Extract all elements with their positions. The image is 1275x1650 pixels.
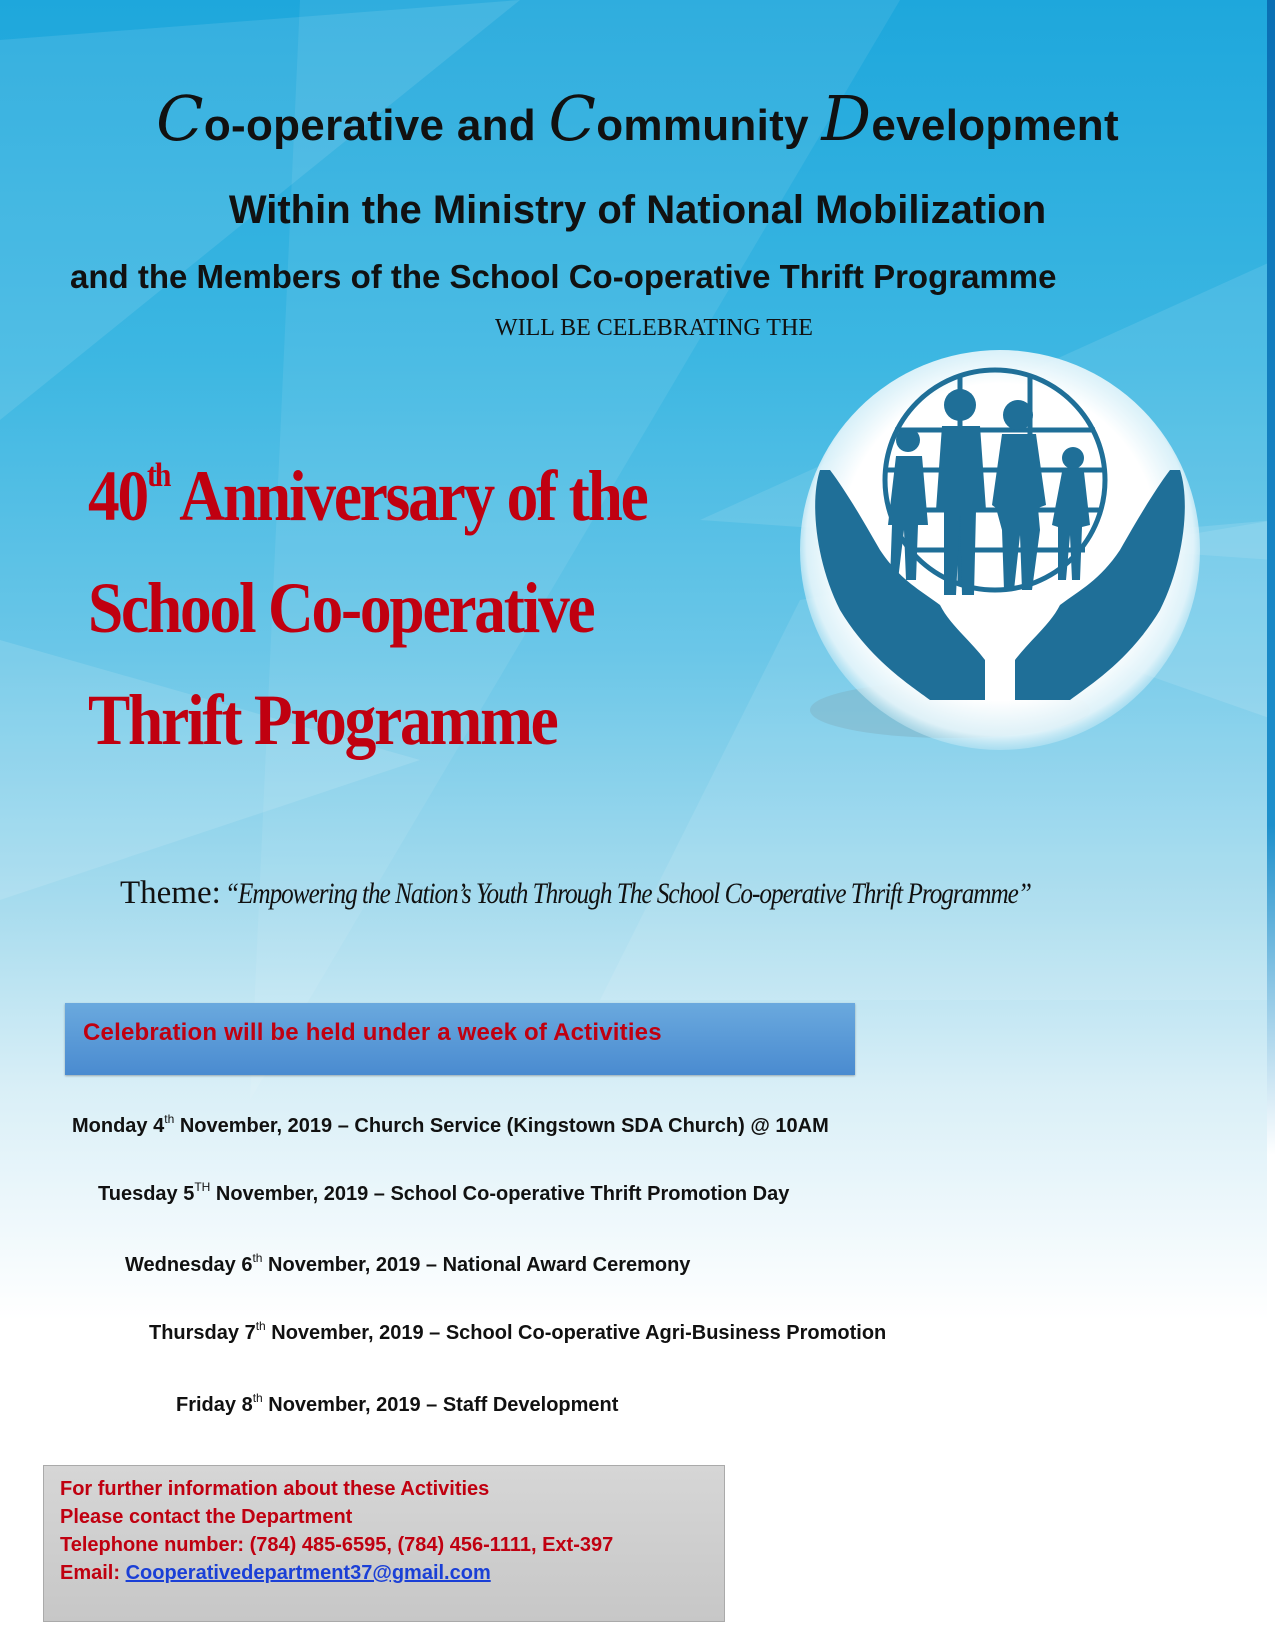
title-cap-2: C xyxy=(548,82,597,155)
activity-detail: November, 2019 – School Co-operative Thrift Promotion Day xyxy=(210,1183,790,1205)
activity-detail: November, 2019 – Church Service (Kingstown SDA Church) @ 10AM xyxy=(174,1115,829,1137)
title-part-2: ommunity xyxy=(596,101,822,150)
anniversary-line1-rest: Anniversary of the xyxy=(169,456,647,536)
activity-ordinal: th xyxy=(164,1112,175,1126)
title-part-1: o-operative and xyxy=(203,101,549,150)
activity-item-wednesday xyxy=(125,1251,691,1277)
activity-day: Wednesday 6 xyxy=(125,1254,253,1276)
anniversary-line1 xyxy=(88,440,704,552)
activity-detail: November, 2019 – School Co-operative Agri-Business Promotion xyxy=(265,1322,887,1344)
anniversary-heading xyxy=(88,440,704,776)
celebrating-caption: WILL BE CELEBRATING THE xyxy=(495,315,813,341)
activity-ordinal: TH xyxy=(194,1180,211,1194)
activity-item-thursday xyxy=(149,1319,887,1345)
activity-item-monday xyxy=(72,1112,829,1138)
contact-line-info: For further information about these Activities xyxy=(60,1478,490,1500)
header-title-line3: and the Members of the School Co-operative Thrift Programme xyxy=(70,258,1057,295)
header-title-line1 xyxy=(0,82,1275,155)
anniversary-ordinal: th xyxy=(146,457,170,494)
email-label: Email: xyxy=(60,1562,126,1584)
contact-line-email xyxy=(60,1562,491,1585)
theme-text: “Empowering the Nation’s Youth Through The School Co-operative Thrift Programme” xyxy=(225,877,1032,910)
activity-detail: November, 2019 – National Award Ceremony xyxy=(262,1254,691,1276)
contact-line-department: Please contact the Department xyxy=(60,1506,353,1528)
contact-line-telephone: Telephone number: (784) 485-6595, (784) 456-1111, Ext-397 xyxy=(60,1534,614,1556)
activity-detail: November, 2019 – Staff Development xyxy=(262,1394,619,1416)
anniversary-number: 40 xyxy=(88,456,147,536)
theme-label: Theme: xyxy=(120,875,221,911)
title-part-3: evelopment xyxy=(871,101,1119,150)
activity-day: Thursday 7 xyxy=(149,1322,256,1344)
activity-day: Tuesday 5 xyxy=(98,1183,195,1205)
theme-line xyxy=(120,875,1270,912)
contact-box xyxy=(43,1465,725,1622)
activity-item-tuesday xyxy=(98,1180,790,1206)
hands-globe-family-icon xyxy=(800,340,1200,760)
activity-day: Friday 8 xyxy=(176,1394,253,1416)
title-cap-1: C xyxy=(156,82,204,155)
activity-item-friday xyxy=(176,1391,619,1417)
anniversary-line3: Thrift Programme xyxy=(88,680,557,760)
activities-banner xyxy=(65,1003,855,1075)
activity-ordinal: th xyxy=(255,1319,266,1333)
activities-banner-text: Celebration will be held under a week of Activities xyxy=(83,1019,662,1046)
email-link[interactable]: Cooperativedepartment37@gmail.com xyxy=(125,1562,491,1584)
anniversary-line2: School Co-operative xyxy=(88,568,594,648)
page-right-border xyxy=(1267,0,1275,1650)
activity-day: Monday 4 xyxy=(72,1115,165,1137)
header-title-line2: Within the Ministry of National Mobilization xyxy=(228,188,1047,232)
activity-ordinal: th xyxy=(252,1391,263,1405)
activity-ordinal: th xyxy=(252,1251,263,1265)
title-cap-3: D xyxy=(821,82,872,155)
